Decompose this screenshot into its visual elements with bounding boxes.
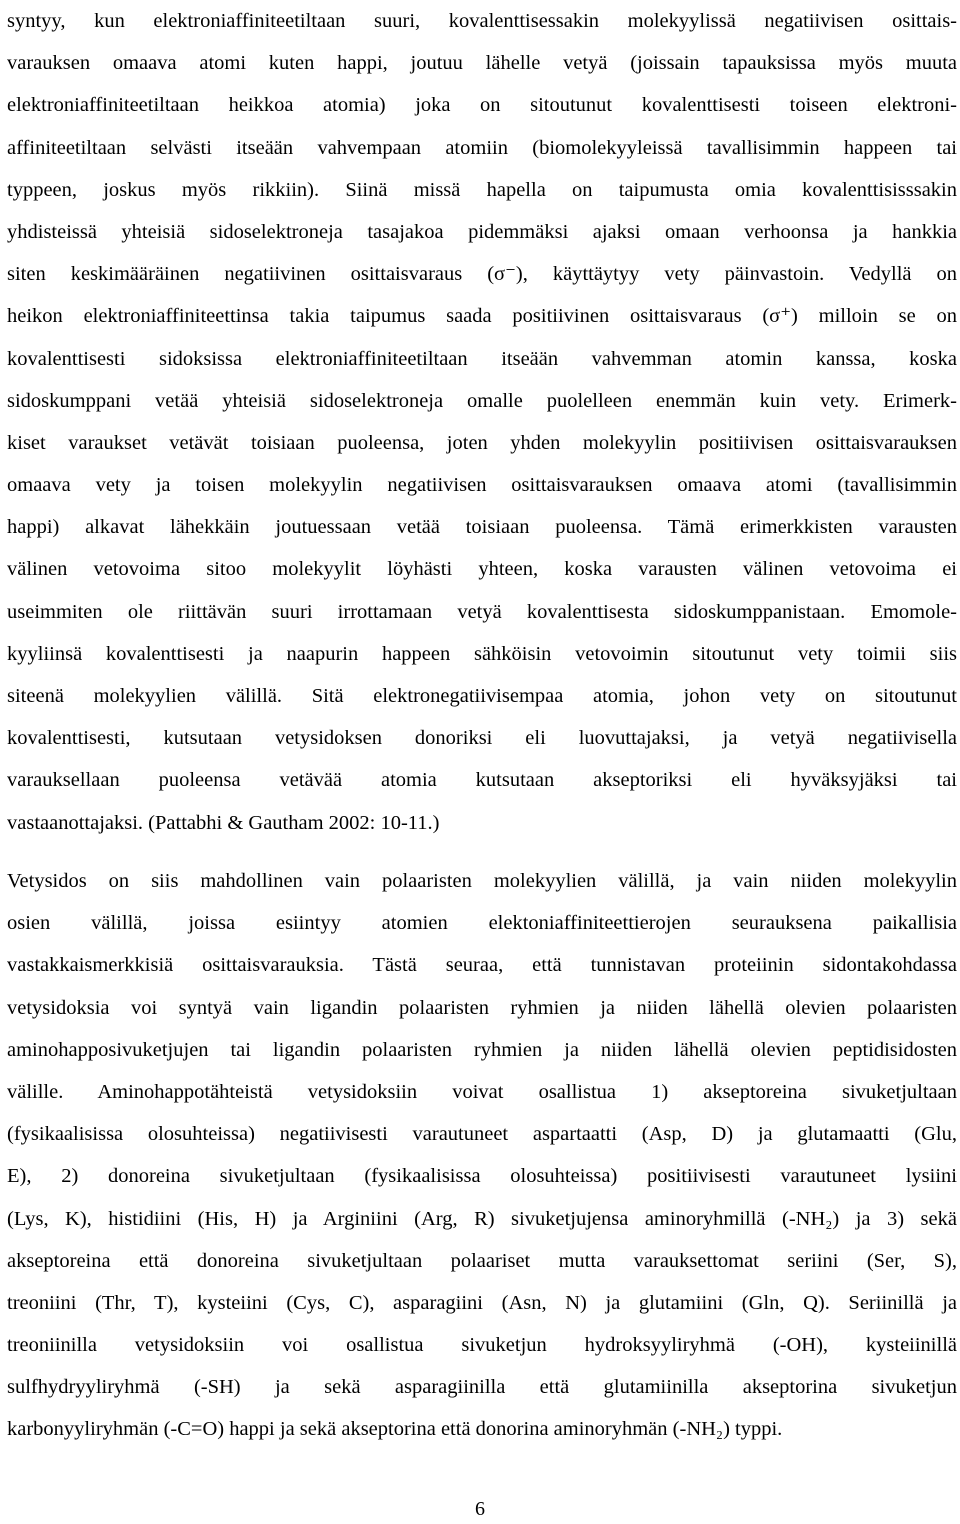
text-line: kovalenttisesti sidoksissa elektroniaffiniteetiltaan itseään vahvemman atomin kanssa, koska (7, 347, 957, 370)
text-line: elektroniaffiniteetiltaan heikkoa atomia) joka on sitoutunut kovalenttisesti toiseen elektroni- (7, 94, 957, 117)
text-line: välinen vetovoima sitoo molekyylit löyhästi yhteen, koska varausten välinen vetovoima ei (7, 558, 957, 581)
text-line: omaava vety ja toisen molekyylin negatiivisen osittaisvarauksen omaava atomi (tavallisimmin (7, 474, 957, 497)
text-line: vastakkaismerkkisiä osittaisvarauksia. Tästä seuraa, että tunnistavan proteiinin sidontakohdassa (7, 954, 957, 977)
text-line: Vetysidos on siis mahdollinen vain polaaristen molekyylien välillä, ja vain niiden molekyylin (7, 870, 957, 892)
text-line: välille. Aminohappotähteistä vetysidoksiin voivat osallistua 1) akseptoreina sivuketjultaan (7, 1080, 957, 1103)
text-line: siteenä molekyylien välillä. Sitä elektronegatiivisempaa atomia, johon vety on sitoutunut (7, 685, 957, 707)
text-line: heikon elektroniaffiniteettinsa takia taipumus saada positiivinen osittaisvaraus (σ⁺) milloin se on (7, 305, 957, 328)
text-line: vastaanottajaksi. (Pattabhi & Gautham 2002: 10-11.) (7, 811, 440, 834)
text-line: akseptoreina että donoreina sivuketjultaan polaariset mutta varauksettomat seriini (Ser, S), (7, 1249, 957, 1272)
text-line: karbonyyliryhmän (-C=O) happi ja sekä akseptorina että donorina aminoryhmän (-NH₂) typpi. (7, 1418, 783, 1441)
text-line: (fysikaalisissa olosuhteissa) negatiivisesti varautuneet aspartaatti (Asp, D) ja glutamaatti (Glu, (7, 1123, 957, 1146)
text-line: kovalenttisesti, kutsutaan vetysidoksen donoriksi eli luovuttajaksi, ja vetyä negatiivisella (7, 727, 957, 750)
text-line: aminohapposivuketjujen tai ligandin polaaristen ryhmien ja niiden lähellä olevien peptidisidosten (7, 1038, 957, 1061)
text-line: sulfhydryyliryhmä (-SH) ja sekä asparagiinilla että glutamiinilla akseptorina sivuketjun (7, 1376, 957, 1399)
text-line: happi) alkavat lähekkäin joutuessaan vetää toisiaan puoleensa. Tämä erimerkkisten varausten (7, 516, 957, 539)
text-line: siten keskimääräinen negatiivinen osittaisvaraus (σ⁻), käyttäytyy vety päinvastoin. Vedyllä on (7, 263, 957, 286)
text-line: sidoskumppani vetää yhteisiä sidoselektroneja omalle puolelleen enemmän kuin vety. Erimerk- (7, 389, 957, 412)
text-line: varauksellaan puoleensa vetävää atomia kutsutaan akseptoriksi eli hyväksyjäksi tai (7, 769, 957, 792)
text-line: varauksen omaava atomi kuten happi, joutuu lähelle vetyä (joissain tapauksissa myös muuta (7, 52, 957, 75)
text-line: (Lys, K), histidiini (His, H) ja Arginiini (Arg, R) sivuketjujensa aminoryhmillä (-NH₂) ja 3) sekä (7, 1207, 957, 1230)
text-line: affiniteetiltaan selvästi itseään vahvempaan atomiin (biomolekyyleissä tavallisimmin happeen tai (7, 136, 957, 159)
text-line: kiset varaukset vetävät toisiaan puoleensa, joten yhden molekyylin positiivisen osittaisvarauksen (7, 431, 957, 454)
paragraph-hydrogen-bond-formation (7, 0, 957, 844)
text-line: treoniini (Thr, T), kysteiini (Cys, C), asparagiini (Asn, N) ja glutamiini (Gln, Q). Seriinillä ja (7, 1291, 957, 1314)
text-line: useimmiten ole riittävän suuri irrottamaan vetyä kovalenttisesta sidoskumppanistaan. Emomole- (7, 600, 957, 623)
text-line: typpeen, joskus myös rikkiin). Siinä missä hapella on taipumusta omia kovalenttisisssakin (7, 178, 957, 201)
text-line: treoniinilla vetysidoksiin voi osallistua sivuketjun hydroksyyliryhmä (-OH), kysteiinillä (7, 1334, 957, 1357)
text-line: yhdisteissä yhteisiä sidoselektroneja tasajakoa pidemmäksi ajaksi omaan verhoonsa ja hankkia (7, 220, 957, 243)
text-line: syntyy, kun elektroniaffiniteetiltaan suuri, kovalenttisessakin molekyylissä negatiivisen osittais- (7, 10, 957, 32)
text-line: kyyliinsä kovalenttisesti ja naapurin happeen sähköisin vetovoimin sitoutunut vety toimii siis (7, 642, 957, 665)
paragraph-hydrogen-bond-residues (7, 860, 957, 1451)
text-line: E), 2) donoreina sivuketjultaan (fysikaalisissa olosuhteissa) positiivisesti varautuneet lysiini (7, 1165, 957, 1188)
page-number: 6 (475, 1498, 485, 1520)
text-line: vetysidoksia voi syntyä vain ligandin polaaristen ryhmien ja niiden lähellä olevien polaaristen (7, 996, 957, 1019)
text-line: osien välillä, joissa esiintyy atomien elektoniaffiniteettierojen seurauksena paikallisia (7, 912, 957, 935)
